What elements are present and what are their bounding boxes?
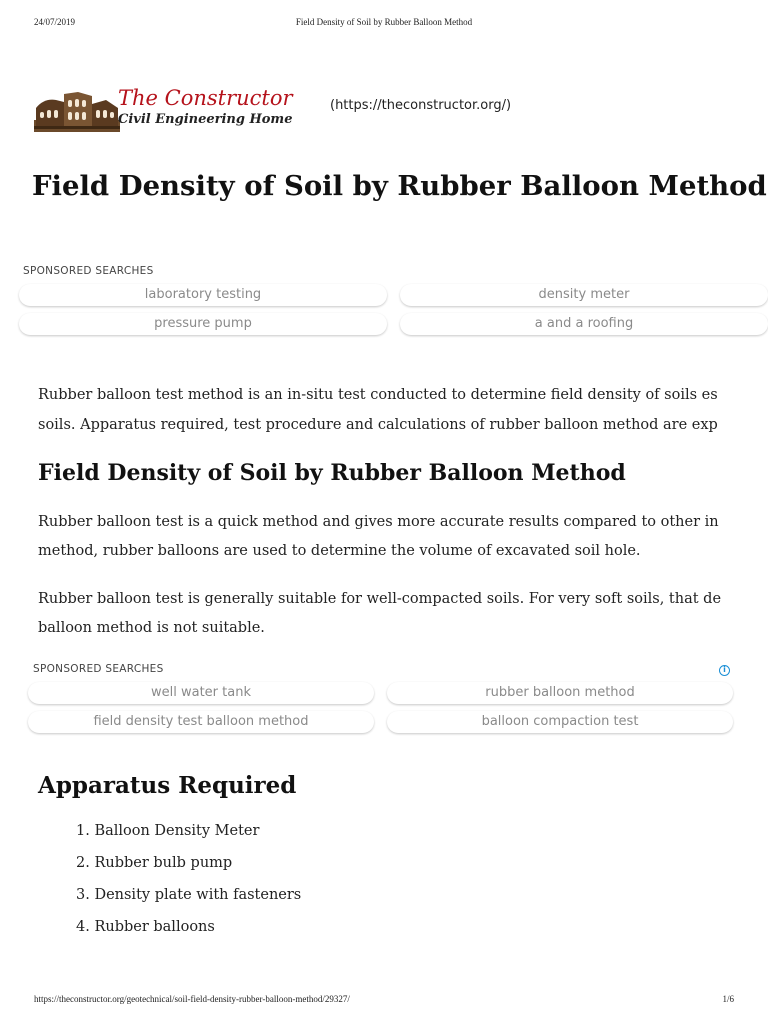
ad-search-link[interactable]: rubber balloon method: [387, 682, 733, 704]
sponsored-searches-middle: [33, 663, 733, 675]
page-title: Field Density of Soil by Rubber Balloon Method: [32, 170, 767, 202]
print-date: 24/07/2019: [34, 17, 76, 27]
sponsored-label: SPONSORED SEARCHES: [33, 663, 164, 675]
sponsored-label: SPONSORED SEARCHES: [23, 265, 154, 277]
ad-info-icon[interactable]: i: [719, 665, 730, 676]
ad-search-link[interactable]: pressure pump: [19, 313, 387, 335]
list-item: 4. Rubber balloons: [76, 919, 215, 935]
page-number: 1/6: [722, 994, 734, 1004]
paragraph-line: Rubber balloon test is generally suitable for well-compacted soils. For very soft soils, that de: [38, 591, 722, 607]
apparatus-heading: Apparatus Required: [38, 772, 297, 799]
intro-line: Rubber balloon test method is an in-situ test conducted to determine field density of soils es: [38, 387, 718, 403]
ad-search-link[interactable]: laboratory testing: [19, 284, 387, 306]
section-heading: Field Density of Soil by Rubber Balloon Method: [38, 460, 626, 486]
paragraph-line: method, rubber balloons are used to determine the volume of excavated soil hole.: [38, 543, 641, 559]
paragraph-line: balloon method is not suitable.: [38, 620, 265, 636]
ad-search-link[interactable]: field density test balloon method: [28, 711, 374, 733]
ad-search-link[interactable]: well water tank: [28, 682, 374, 704]
paragraph-line: Rubber balloon test is a quick method and gives more accurate results compared to other in: [38, 514, 719, 530]
print-footer-url: https://theconstructor.org/geotechnical/soil-field-density-rubber-balloon-method/29327/: [34, 994, 350, 1004]
ad-search-link[interactable]: a and a roofing: [400, 313, 768, 335]
ad-search-link[interactable]: density meter: [400, 284, 768, 306]
logo-title: The Constructor: [118, 86, 293, 110]
colosseum-logo-icon: [34, 90, 120, 132]
intro-line: soils. Apparatus required, test procedure and calculations of rubber balloon method are exp: [38, 417, 718, 433]
apparatus-list: [76, 820, 301, 948]
ad-search-link[interactable]: balloon compaction test: [387, 711, 733, 733]
list-item: 2. Rubber bulb pump: [76, 855, 233, 871]
list-item: 3. Density plate with fasteners: [76, 887, 302, 903]
sponsored-searches-top: [23, 265, 154, 277]
list-item: 1. Balloon Density Meter: [76, 823, 260, 839]
logo-url-link[interactable]: (https://theconstructor.org/): [330, 98, 512, 113]
print-doc-title: Field Density of Soil by Rubber Balloon Method: [295, 17, 473, 27]
logo-subtitle: Civil Engineering Home: [118, 112, 293, 127]
